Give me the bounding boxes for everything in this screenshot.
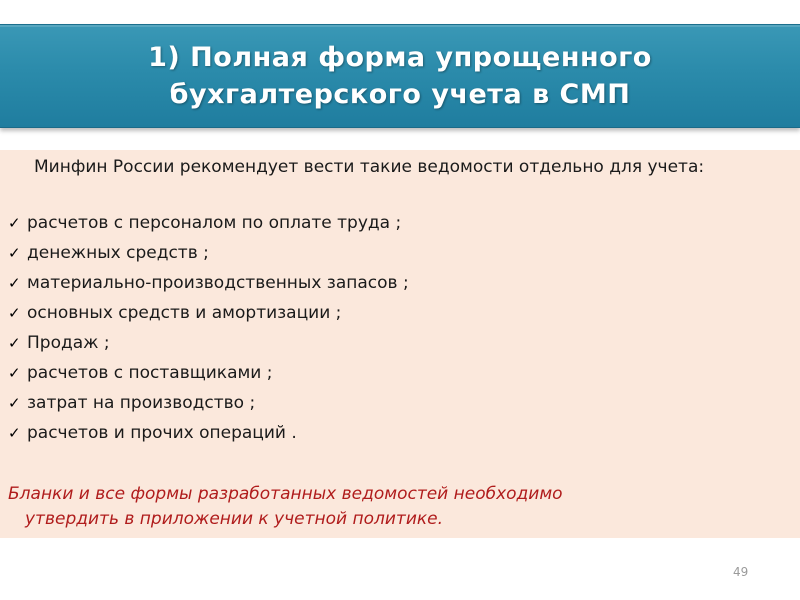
list-item-text: расчетов с персоналом по оплате труда ; (27, 213, 402, 233)
note-line-2: утвердить в приложении к учетной политике. (25, 509, 444, 529)
list-item-text: материально-производственных запасов ; (27, 273, 409, 293)
checkmark-icon: ✓ (8, 394, 21, 412)
list-item (8, 418, 409, 448)
list-item (8, 298, 409, 328)
list-item-text: Продаж ; (27, 333, 110, 353)
checkmark-icon: ✓ (8, 214, 21, 232)
list-item-text: расчетов с поставщиками ; (27, 363, 273, 383)
checkmark-icon: ✓ (8, 244, 21, 262)
list-item (8, 328, 409, 358)
list-item (8, 208, 409, 238)
list-item-text: расчетов и прочих операций . (27, 423, 297, 443)
checkmark-icon: ✓ (8, 424, 21, 442)
checkmark-icon: ✓ (8, 274, 21, 292)
list-item-text: основных средств и амортизации ; (27, 303, 342, 323)
slide-title: 1) Полная форма упрощенного бухгалтерского учета в СМП (148, 42, 652, 110)
list-item-text: затрат на производство ; (27, 393, 256, 413)
list-item (8, 358, 409, 388)
note-line-1: Бланки и все формы разработанных ведомостей необходимо (8, 484, 563, 504)
intro-text: Минфин России рекомендует вести такие ведомости отдельно для учета: (34, 157, 705, 177)
list-item-text: денежных средств ; (27, 243, 209, 263)
checkmark-icon: ✓ (8, 364, 21, 382)
checkmark-icon: ✓ (8, 304, 21, 322)
note-text (8, 482, 788, 532)
title-bar (0, 24, 800, 128)
list-item (8, 238, 409, 268)
page-number: 49 (733, 565, 749, 579)
bullet-list (8, 208, 409, 448)
list-item (8, 268, 409, 298)
list-item (8, 388, 409, 418)
checkmark-icon: ✓ (8, 334, 21, 352)
